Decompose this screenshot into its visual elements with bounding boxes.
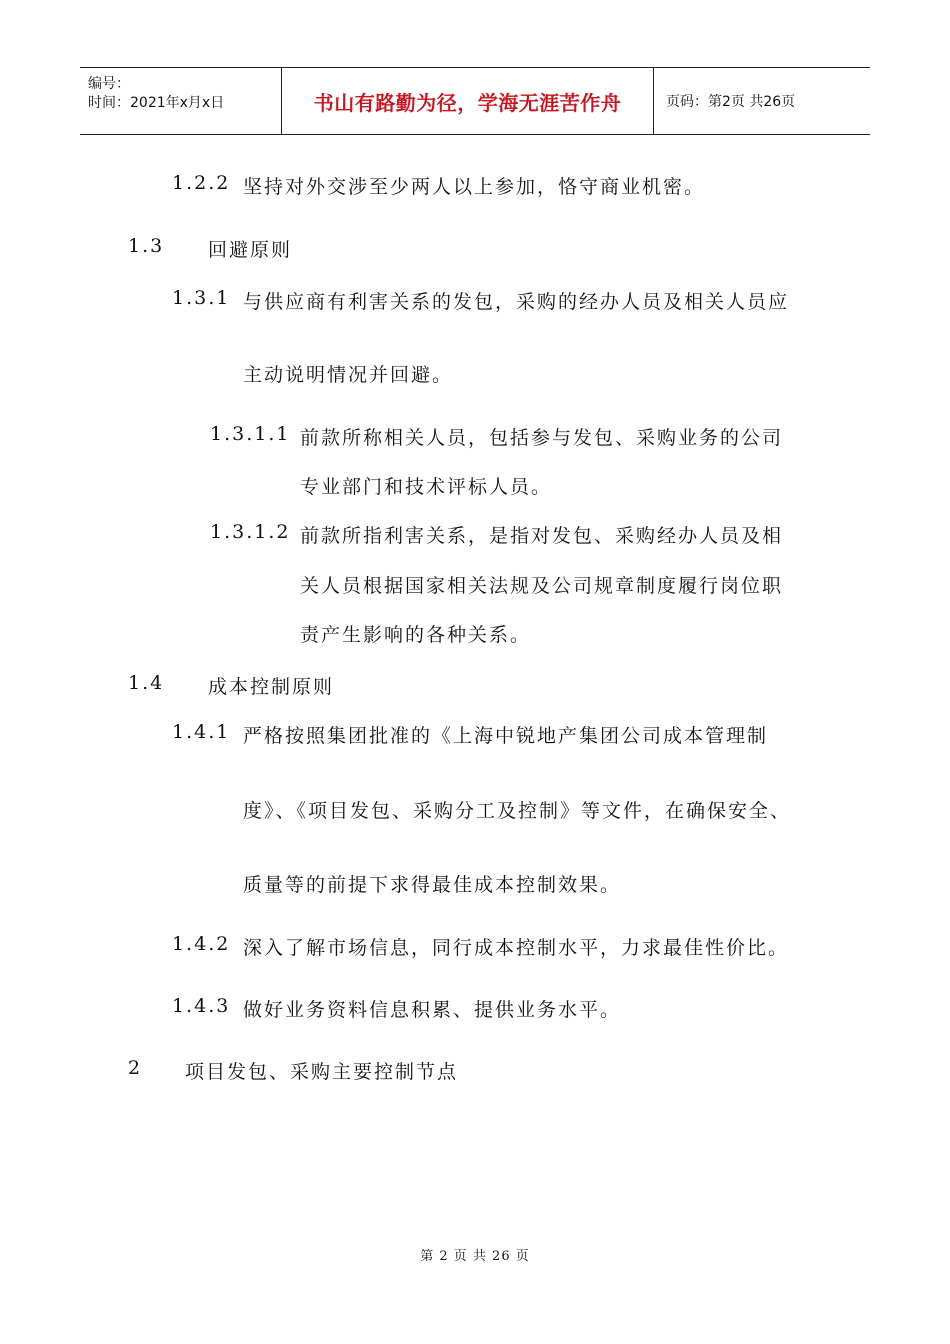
clause-text: 专业部门和技术评标人员。: [300, 476, 553, 498]
clause-number: 1.2.2: [172, 172, 231, 194]
clause-number: 1.4.1: [172, 721, 231, 743]
section-title: 成本控制原则: [208, 676, 335, 698]
clause-number: 1.3.1.1: [210, 423, 291, 445]
section-number: 1.4: [128, 672, 165, 694]
clause-number: 1.3.1.2: [210, 521, 291, 543]
clause-text: 关人员根据国家相关法规及公司规章制度履行岗位职: [300, 575, 784, 597]
clause-text: 责产生影响的各种关系。: [300, 624, 532, 646]
section-number: 2: [128, 1057, 143, 1079]
clause-text: 质量等的前提下求得最佳成本控制效果。: [243, 874, 622, 896]
clause-number: 1.4.3: [172, 995, 231, 1017]
page-footer: 第 2 页 共 26 页: [420, 1249, 530, 1264]
section-number: 1.3: [128, 235, 165, 257]
header-motto-cell: [282, 68, 654, 134]
clause-text: 度》、《项目发包、采购分工及控制》等文件，在确保安全、: [243, 800, 792, 822]
clause-text: 坚持对外交涉至少两人以上参加，恪守商业机密。: [243, 176, 706, 198]
date-label: 时间：2021年x月x日: [88, 95, 225, 111]
section-title: 项目发包、采购主要控制节点: [185, 1061, 459, 1083]
clause-text: 严格按照集团批准的《上海中锐地产集团公司成本管理制: [243, 725, 769, 747]
clause-text: 做好业务资料信息积累、提供业务水平。: [243, 999, 622, 1021]
serial-label: 编号：: [88, 76, 130, 92]
clause-number: 1.3.1: [172, 287, 231, 309]
clause-text: 与供应商有利害关系的发包，采购的经办人员及相关人员应: [243, 291, 790, 313]
section-title: 回避原则: [208, 239, 293, 261]
header-page-cell: [654, 68, 870, 134]
header-info-cell: [80, 68, 282, 134]
clause-text: 深入了解市场信息，同行成本控制水平，力求最佳性价比。: [243, 937, 790, 959]
clause-text: 前款所指利害关系，是指对发包、采购经办人员及相: [300, 525, 784, 547]
motto: 书山有路勤为径，学海无涯苦作舟: [313, 90, 622, 115]
document-header: [80, 67, 870, 135]
clause-text: 主动说明情况并回避。: [243, 364, 454, 386]
clause-text: 前款所称相关人员，包括参与发包、采购业务的公司: [300, 427, 784, 449]
header-page-info: 页码：第2页 共26页: [666, 94, 796, 110]
clause-number: 1.4.2: [172, 933, 231, 955]
